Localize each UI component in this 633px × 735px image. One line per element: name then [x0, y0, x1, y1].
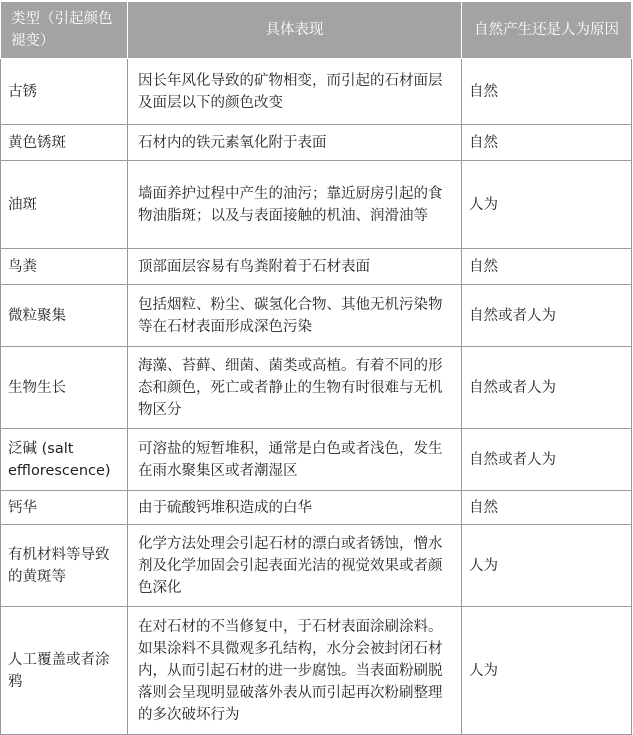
- cell-description: 由于硫酸钙堆积造成的白华: [128, 491, 462, 525]
- discoloration-table: [0, 1, 632, 735]
- cell-origin: 人为: [462, 161, 632, 249]
- cell-origin: 人为: [462, 525, 632, 607]
- cell-origin: 自然: [462, 491, 632, 525]
- table-row: [1, 491, 632, 525]
- cell-description: 包括烟粒、粉尘、碳氢化合物、其他无机污染物等在石材表面形成深色污染: [128, 285, 462, 347]
- cell-type: 微粒聚集: [1, 285, 128, 347]
- cell-origin: 自然或者人为: [462, 285, 632, 347]
- table-row: [1, 525, 632, 607]
- cell-type: 有机材料等导致的黄斑等: [1, 525, 128, 607]
- table-row: [1, 607, 632, 735]
- cell-description: 石材内的铁元素氧化附于表面: [128, 125, 462, 161]
- cell-type: 泛碱 (salt efflorescence): [1, 429, 128, 491]
- table-row: [1, 161, 632, 249]
- cell-type: 人工覆盖或者涂鸦: [1, 607, 128, 735]
- table-row: [1, 347, 632, 429]
- cell-description: 海藻、苔藓、细菌、菌类或高植。有着不同的形态和颜色，死亡或者静止的生物有时很难与无机物区分: [128, 347, 462, 429]
- cell-origin: 自然或者人为: [462, 347, 632, 429]
- cell-origin: 自然: [462, 59, 632, 125]
- cell-description: 因长年风化导致的矿物相变，而引起的石材面层及面层以下的颜色改变: [128, 59, 462, 125]
- cell-type: 鸟粪: [1, 249, 128, 285]
- cell-type: 黄色锈斑: [1, 125, 128, 161]
- table-row: [1, 249, 632, 285]
- cell-description: 可溶盐的短暂堆积，通常是白色或者浅色，发生在雨水聚集区或者潮湿区: [128, 429, 462, 491]
- header-type: 类型（引起颜色褪变）: [1, 2, 128, 59]
- cell-origin: 自然: [462, 249, 632, 285]
- cell-type: 生物生长: [1, 347, 128, 429]
- cell-type: 钙华: [1, 491, 128, 525]
- header-description: 具体表现: [128, 2, 462, 59]
- header-origin: 自然产生还是人为原因: [462, 2, 632, 59]
- table-row: [1, 125, 632, 161]
- cell-description: 墙面养护过程中产生的油污；靠近厨房引起的食物油脂斑；以及与表面接触的机油、润滑油等: [128, 161, 462, 249]
- table-header-row: [1, 2, 632, 59]
- cell-description: 在对石材的不当修复中，于石材表面涂刷涂料。如果涂料不具微观多孔结构，水分会被封闭石材内，从而引起石材的进一步腐蚀。当表面粉刷脱落则会呈现明显破落外表从而引起再次粉刷整理的多次破坏行为: [128, 607, 462, 735]
- cell-type: 古锈: [1, 59, 128, 125]
- cell-description: 化学方法处理会引起石材的漂白或者锈蚀，憎水剂及化学加固会引起表面光洁的视觉效果或者颜色深化: [128, 525, 462, 607]
- table-row: [1, 429, 632, 491]
- cell-origin: 自然或者人为: [462, 429, 632, 491]
- table-row: [1, 285, 632, 347]
- cell-origin: 自然: [462, 125, 632, 161]
- cell-type: 油斑: [1, 161, 128, 249]
- cell-description: 顶部面层容易有鸟粪附着于石材表面: [128, 249, 462, 285]
- cell-origin: 人为: [462, 607, 632, 735]
- table-row: [1, 59, 632, 125]
